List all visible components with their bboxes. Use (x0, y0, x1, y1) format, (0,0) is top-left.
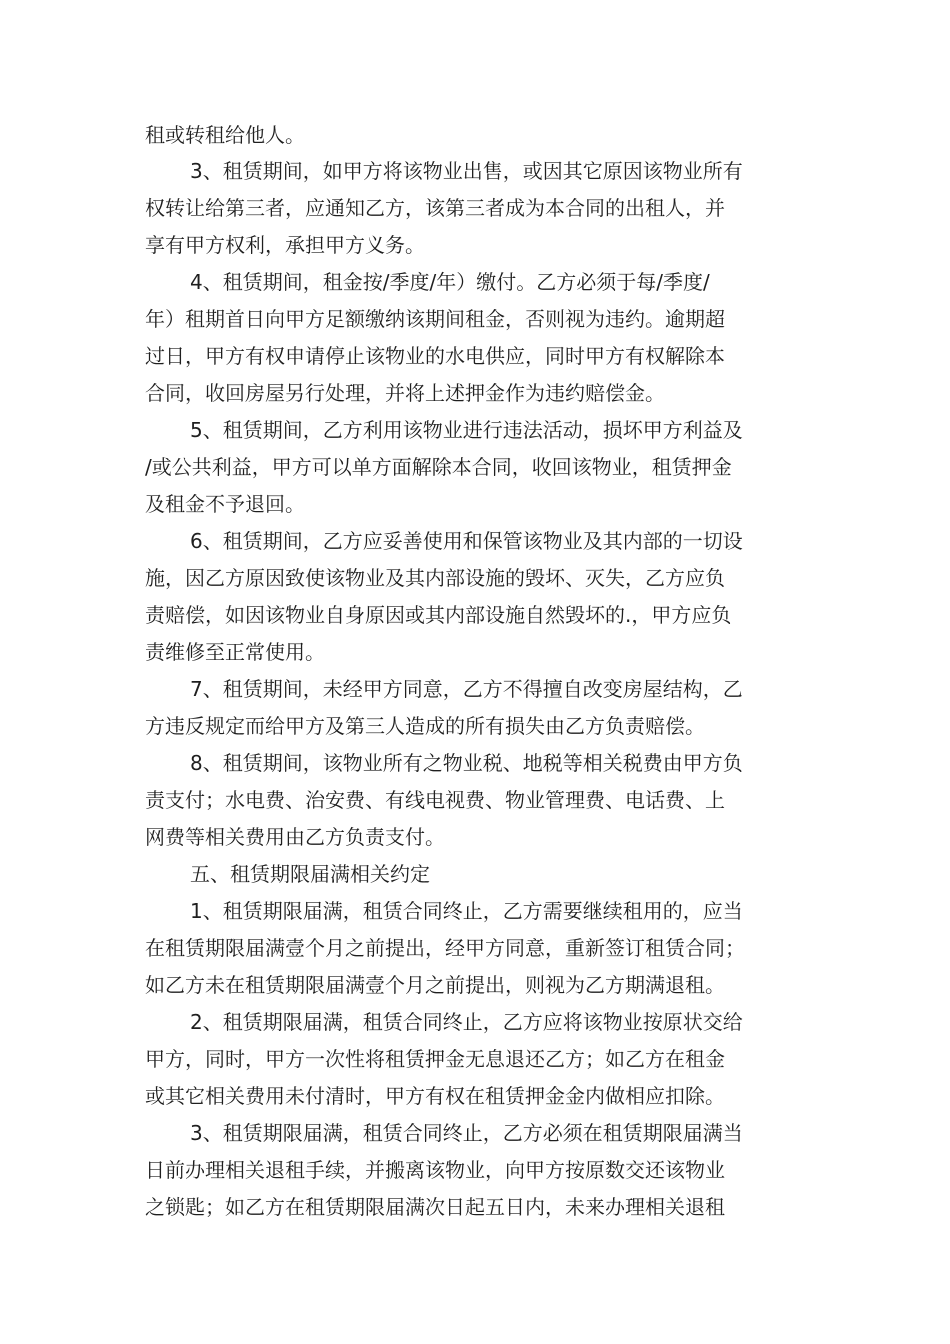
text-line: 6、租赁期间，乙方应妥善使用和保管该物业及其内部的一切设 (190, 529, 743, 553)
text-line: 责维修至正常使用。 (145, 640, 325, 664)
section-heading: 五、租赁期限届满相关约定 (190, 862, 430, 886)
text-line: 在租赁期限届满壹个月之前提出，经甲方同意，重新签订租赁合同； (145, 936, 745, 960)
text-line: 甲方，同时，甲方一次性将租赁押金无息退还乙方；如乙方在租金 (145, 1047, 725, 1071)
text-line: 1、租赁期限届满，租赁合同终止，乙方需要继续租用的，应当 (190, 899, 743, 923)
text-line: 租或转租给他人。 (145, 123, 305, 147)
text-line: 年）租期首日向甲方足额缴纳该期间租金，否则视为违约。逾期超 (145, 307, 725, 331)
text-line: 过日，甲方有权申请停止该物业的水电供应，同时甲方有权解除本 (145, 344, 725, 368)
text-line: 合同，收回房屋另行处理，并将上述押金作为违约赔偿金。 (145, 381, 665, 405)
text-line: 网费等相关费用由乙方负责支付。 (145, 825, 445, 849)
text-line: 8、租赁期间，该物业所有之物业税、地税等相关税费由甲方负 (190, 751, 743, 775)
text-line: 责支付；水电费、治安费、有线电视费、物业管理费、电话费、上 (145, 788, 725, 812)
text-line: 及租金不予退回。 (145, 492, 305, 516)
text-line: 方违反规定而给甲方及第三人造成的所有损失由乙方负责赔偿。 (145, 714, 705, 738)
text-line: 日前办理相关退租手续，并搬离该物业，向甲方按原数交还该物业 (145, 1158, 725, 1182)
text-line: 或其它相关费用未付清时，甲方有权在租赁押金金内做相应扣除。 (145, 1084, 725, 1108)
text-line: 2、租赁期限届满，租赁合同终止，乙方应将该物业按原状交给 (190, 1010, 743, 1034)
text-line: /或公共利益，甲方可以单方面解除本合同，收回该物业，租赁押金 (145, 455, 732, 479)
text-line: 3、租赁期限届满，租赁合同终止，乙方必须在租赁期限届满当 (190, 1121, 743, 1145)
text-line: 如乙方未在租赁期限届满壹个月之前提出，则视为乙方期满退租。 (145, 973, 725, 997)
text-line: 施，因乙方原因致使该物业及其内部设施的毁坏、灭失，乙方应负 (145, 566, 725, 590)
text-line: 4、租赁期间，租金按/季度/年）缴付。乙方必须于每/季度/ (190, 270, 710, 294)
text-line: 责赔偿，如因该物业自身原因或其内部设施自然毁坏的.，甲方应负 (145, 603, 732, 627)
text-line: 3、租赁期间，如甲方将该物业出售，或因其它原因该物业所有 (190, 159, 743, 183)
text-line: 权转让给第三者，应通知乙方，该第三者成为本合同的出租人，并 (145, 196, 725, 220)
text-line: 之锁匙；如乙方在租赁期限届满次日起五日内，未来办理相关退租 (145, 1195, 725, 1219)
text-line: 享有甲方权利，承担甲方义务。 (145, 233, 425, 257)
text-line: 7、租赁期间，未经甲方同意，乙方不得擅自改变房屋结构，乙 (190, 677, 743, 701)
text-line: 5、租赁期间，乙方利用该物业进行违法活动，损坏甲方利益及 (190, 418, 743, 442)
